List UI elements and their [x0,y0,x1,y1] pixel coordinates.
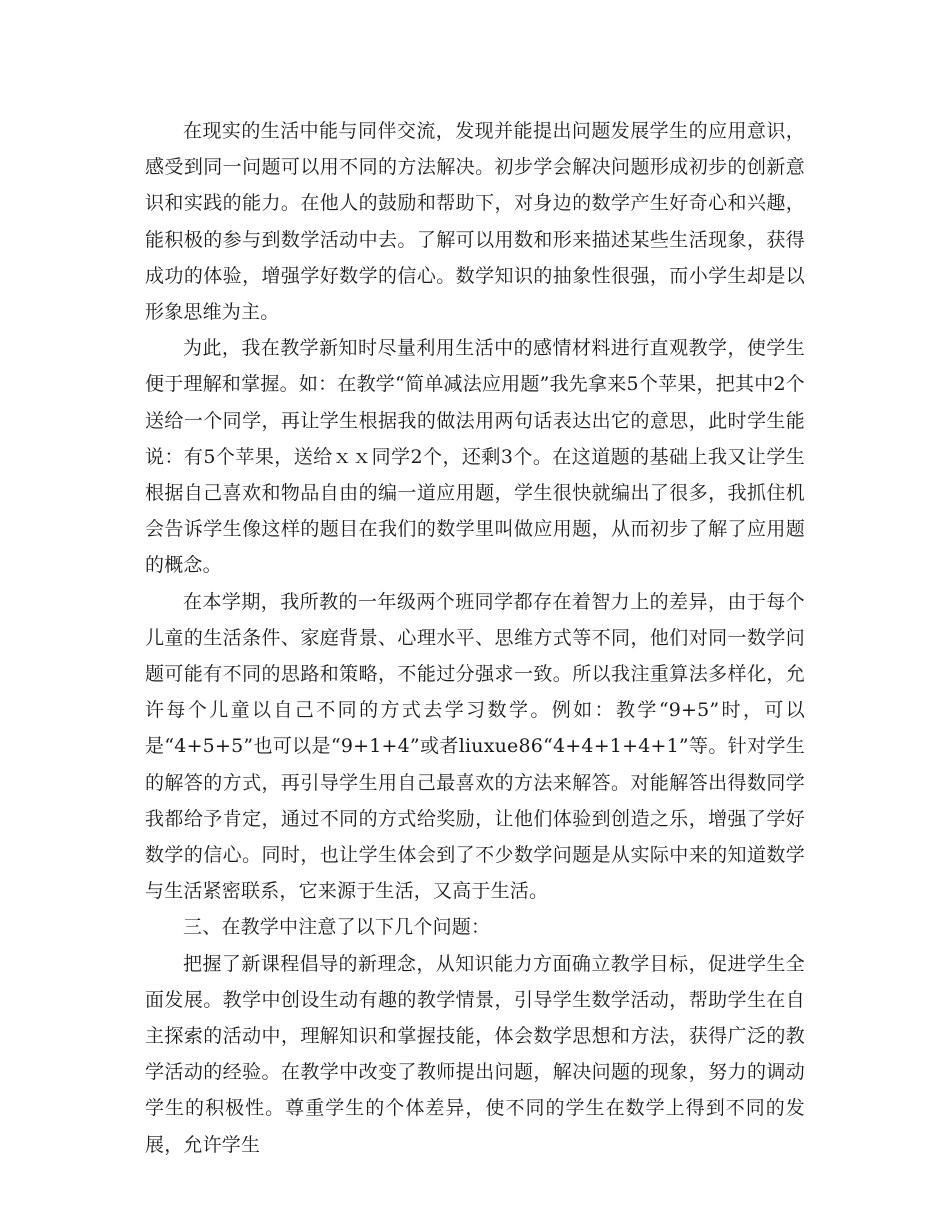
paragraph-algorithm-diversity: 在本学期，我所教的一年级两个班同学都存在着智力上的差异，由于每个儿童的生活条件、家庭背景、心理水平、思维方式等不同，他们对同一数学问题可能有不同的思路和策略，不能过分强求一致。所以我注重算法多样化，允许每个儿童以自己不同的方式去学习数学。例如：教学“9+5”时，可以是“4+5+5”也可以是“9+1+4”或者liuxue86“4+4+1+4+1”等。针对学生的解答的方式，再引导学生用自己最喜欢的方法来解答。对能解答出得数同学我都给予肯定，通过不同的方式给奖励，让他们体验到创造之乐，增强了学好数学的信心。同时，也让学生体会到了不少数学问题是从实际中来的知道数学与生活紧密联系，它来源于生活，又高于生活。 [145,590,805,903]
section-heading-issues: 三、在教学中注意了以下几个问题： [183,916,491,939]
paragraph-intuitive-teaching: 为此，我在教学新知时尽量利用生活中的感情材料进行直观教学，使学生便于理解和掌握。如：在教学“简单减法应用题”我先拿来5个苹果，把其中2个送给一个同学，再让学生根据我的做法用两句话表达出它的意思，此时学生能说：有5个苹果，送给ｘｘ同学2个，还剩3个。在这道题的基础上我又让学生根据自己喜欢和物品自由的编一道应用题，学生很快就编出了很多，我抓住机会告诉学生像这样的题目在我们的数学里叫做应用题，从而初步了解了应用题的概念。 [145,337,805,577]
document-body [145,113,805,1163]
paragraph-application-awareness: 在现实的生活中能与同伴交流，发现并能提出问题发展学生的应用意识，感受到同一问题可以用不同的方法解决。初步学会解决问题形成初步的创新意识和实践的能力。在他人的鼓励和帮助下，对身边的数学产生好奇心和兴趣，能积极的参与到数学活动中去。了解可以用数和形来描述某些生活现象，获得成功的体验，增强学好数学的信心。数学知识的抽象性很强，而小学生却是以形象思维为主。 [145,120,805,324]
paragraph-new-curriculum: 把握了新课程倡导的新理念，从知识能力方面确立教学目标，促进学生全面发展。教学中创设生动有趣的教学情景，引导学生数学活动，帮助学生在自主探索的活动中，理解知识和掌握技能，体会数学思想和方法，获得广泛的教学活动的经验。在教学中改变了教师提出问题，解决问题的现象，努力的调动学生的积极性。尊重学生的个体差异，使不同的学生在数学上得到不同的发展，允许学生 [145,952,805,1156]
